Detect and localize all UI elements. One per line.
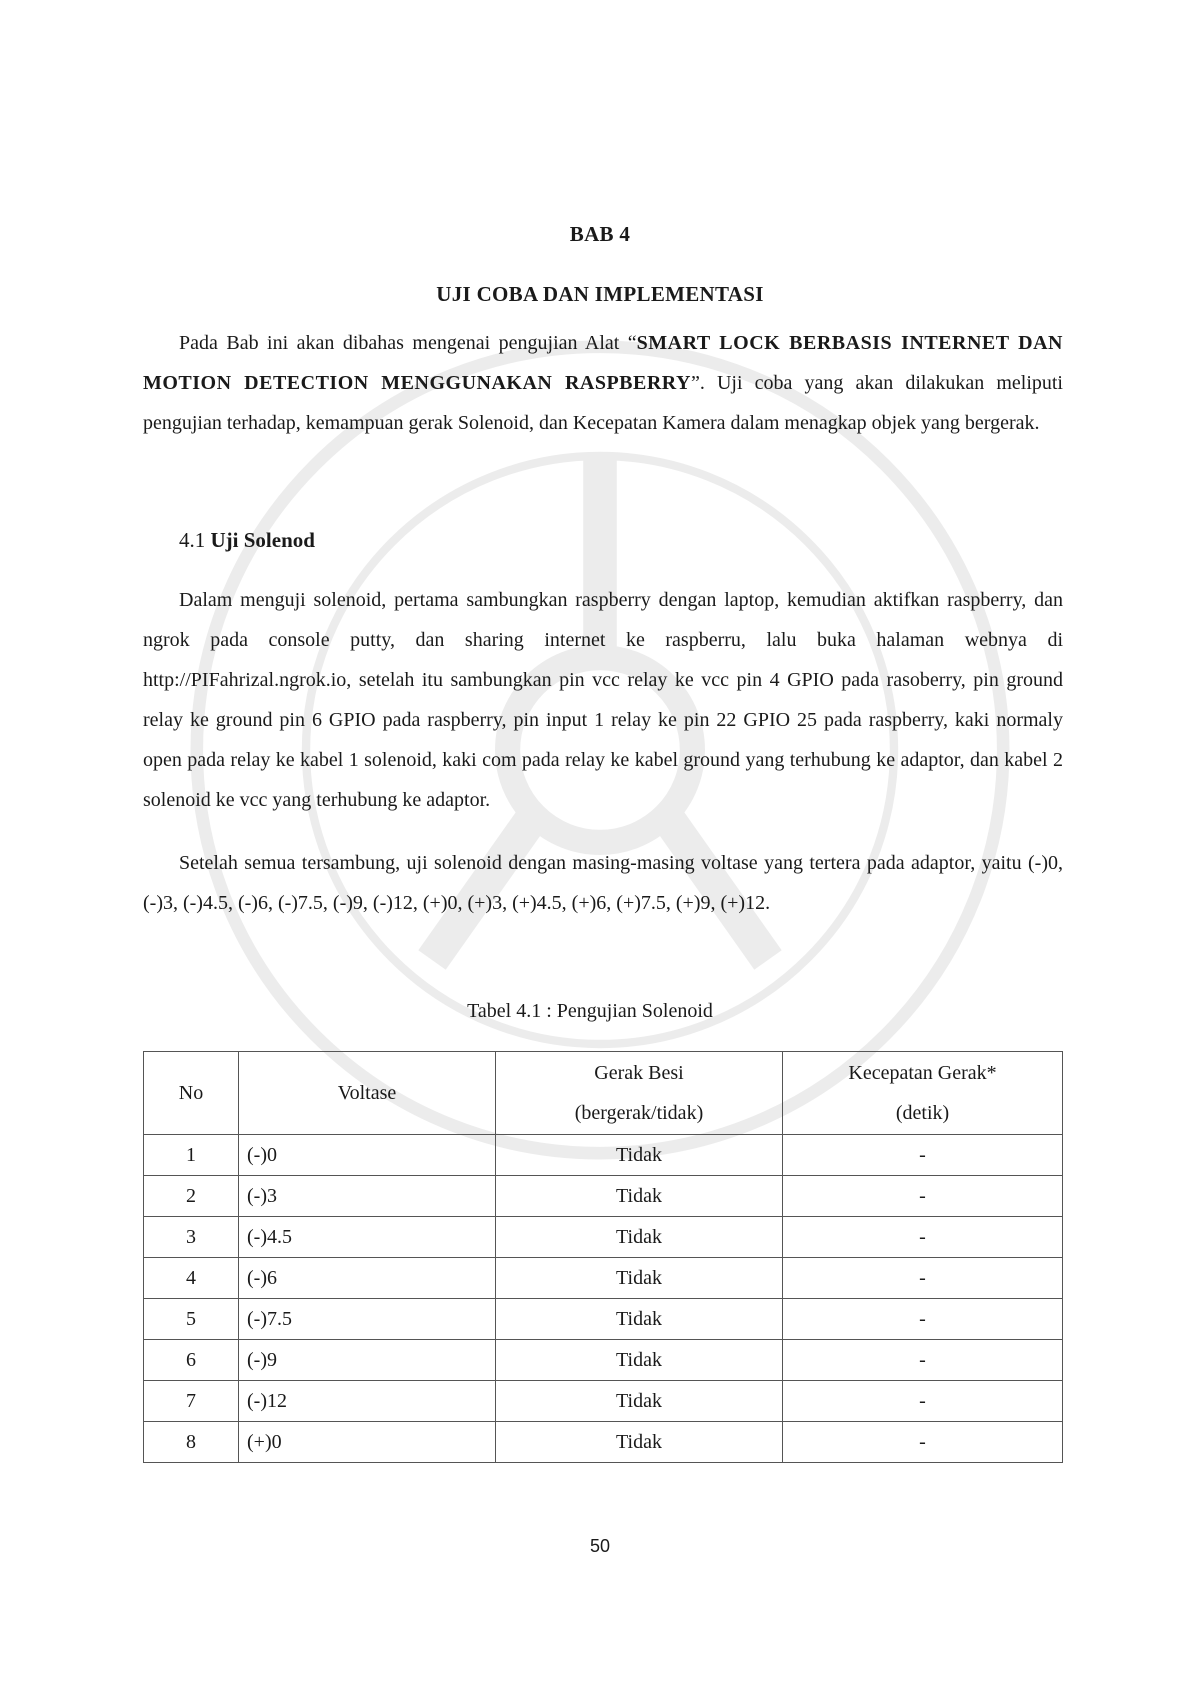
section-number: 4.1 (179, 528, 206, 552)
paragraph-1 (143, 580, 1063, 820)
intro-text-after: ”. Uji coba yang akan dilakukan meliputi pengujian terhadap, kemampuan gerak Solenoid, dan Kecepatan Kamera dalam menagkap objek yang bergerak. (143, 372, 1063, 434)
cell-no: 4 (144, 1258, 239, 1299)
cell-voltase: (-)6 (239, 1258, 496, 1299)
table-row (144, 1422, 1063, 1463)
cell-gerak: Tidak (496, 1258, 783, 1299)
intro-paragraph (143, 323, 1063, 443)
paragraph-2-text: Setelah semua tersambung, uji solenoid dengan masing-masing voltase yang tertera pada adaptor, yaitu (-)0, (-)3, (-)4.5, (-)6, (-)7.5, (-)9, (-)12, (+)0, (+)3, (+)4.5, (+)6, (+)7.5, (+)9, (+)12. (143, 852, 1063, 914)
section-title: Uji Solenod (210, 528, 315, 552)
header-voltase: Voltase (239, 1052, 496, 1135)
cell-gerak: Tidak (496, 1176, 783, 1217)
cell-kecepatan: - (783, 1176, 1063, 1217)
cell-voltase: (-)7.5 (239, 1299, 496, 1340)
cell-no: 6 (144, 1340, 239, 1381)
intro-text-before: Pada Bab ini akan dibahas mengenai pengujian Alat “ (179, 332, 637, 354)
solenoid-test-table (143, 1051, 1063, 1463)
cell-kecepatan: - (783, 1381, 1063, 1422)
cell-no: 7 (144, 1381, 239, 1422)
table-row (144, 1217, 1063, 1258)
chapter-number: BAB 4 (569, 222, 631, 246)
cell-kecepatan: - (783, 1340, 1063, 1381)
device-name: SMART LOCK BERBASIS INTERNET DAN MOTION DETECTION MENGGUNAKAN RASPBERRY (143, 332, 1064, 394)
cell-voltase: (+)0 (239, 1422, 496, 1463)
paragraph-1-text: Dalam menguji solenoid, pertama sambungkan raspberry dengan laptop, kemudian aktifkan raspberry, dan ngrok pada console putty, dan sharing internet ke raspberru, lalu buka halaman webnya di http://PIFahrizal.ngrok.io, setelah itu sambungkan pin vcc relay ke vcc pin 4 GPIO pada rasoberry, pin ground relay ke ground pin 6 GPIO pada raspberry, pin input 1 relay ke pin 22 GPIO 25 pada raspberry, kaki normaly open pada relay ke kabel 1 solenoid, kaki com pada relay ke kabel ground yang terhubung ke adaptor, dan kabel 2 solenoid ke vcc yang terhubung ke adaptor. (143, 589, 1063, 811)
cell-kecepatan: - (783, 1422, 1063, 1463)
cell-kecepatan: - (783, 1258, 1063, 1299)
header-no: No (144, 1052, 239, 1135)
cell-no: 8 (144, 1422, 239, 1463)
header-kecepatan-line1: Kecepatan Gerak* (848, 1062, 997, 1084)
cell-no: 1 (144, 1135, 239, 1176)
cell-gerak: Tidak (496, 1299, 783, 1340)
section-heading (179, 528, 315, 553)
header-kecepatan-line2: (detik) (895, 1102, 950, 1124)
cell-kecepatan: - (783, 1135, 1063, 1176)
paragraph-2 (143, 843, 1063, 923)
cell-gerak: Tidak (496, 1422, 783, 1463)
header-kecepatan (783, 1052, 1063, 1135)
cell-gerak: Tidak (496, 1381, 783, 1422)
header-gerak-line2: (bergerak/tidak) (574, 1102, 704, 1124)
cell-kecepatan: - (783, 1299, 1063, 1340)
page-number: 50 (589, 1536, 611, 1556)
table-row (144, 1381, 1063, 1422)
table-row (144, 1176, 1063, 1217)
table-header-row (144, 1052, 1063, 1135)
chapter-title: UJI COBA DAN IMPLEMENTASI (436, 282, 764, 306)
cell-no: 2 (144, 1176, 239, 1217)
cell-voltase: (-)9 (239, 1340, 496, 1381)
table-row (144, 1135, 1063, 1176)
cell-voltase: (-)12 (239, 1381, 496, 1422)
cell-voltase: (-)4.5 (239, 1217, 496, 1258)
header-gerak (496, 1052, 783, 1135)
table-row (144, 1258, 1063, 1299)
cell-no: 5 (144, 1299, 239, 1340)
cell-gerak: Tidak (496, 1135, 783, 1176)
header-gerak-line1: Gerak Besi (594, 1062, 684, 1084)
cell-voltase: (-)0 (239, 1135, 496, 1176)
table-row (144, 1340, 1063, 1381)
cell-no: 3 (144, 1217, 239, 1258)
cell-kecepatan: - (783, 1217, 1063, 1258)
table-caption: Tabel 4.1 : Pengujian Solenoid (467, 1000, 713, 1022)
cell-gerak: Tidak (496, 1217, 783, 1258)
cell-gerak: Tidak (496, 1340, 783, 1381)
cell-voltase: (-)3 (239, 1176, 496, 1217)
table-row (144, 1299, 1063, 1340)
